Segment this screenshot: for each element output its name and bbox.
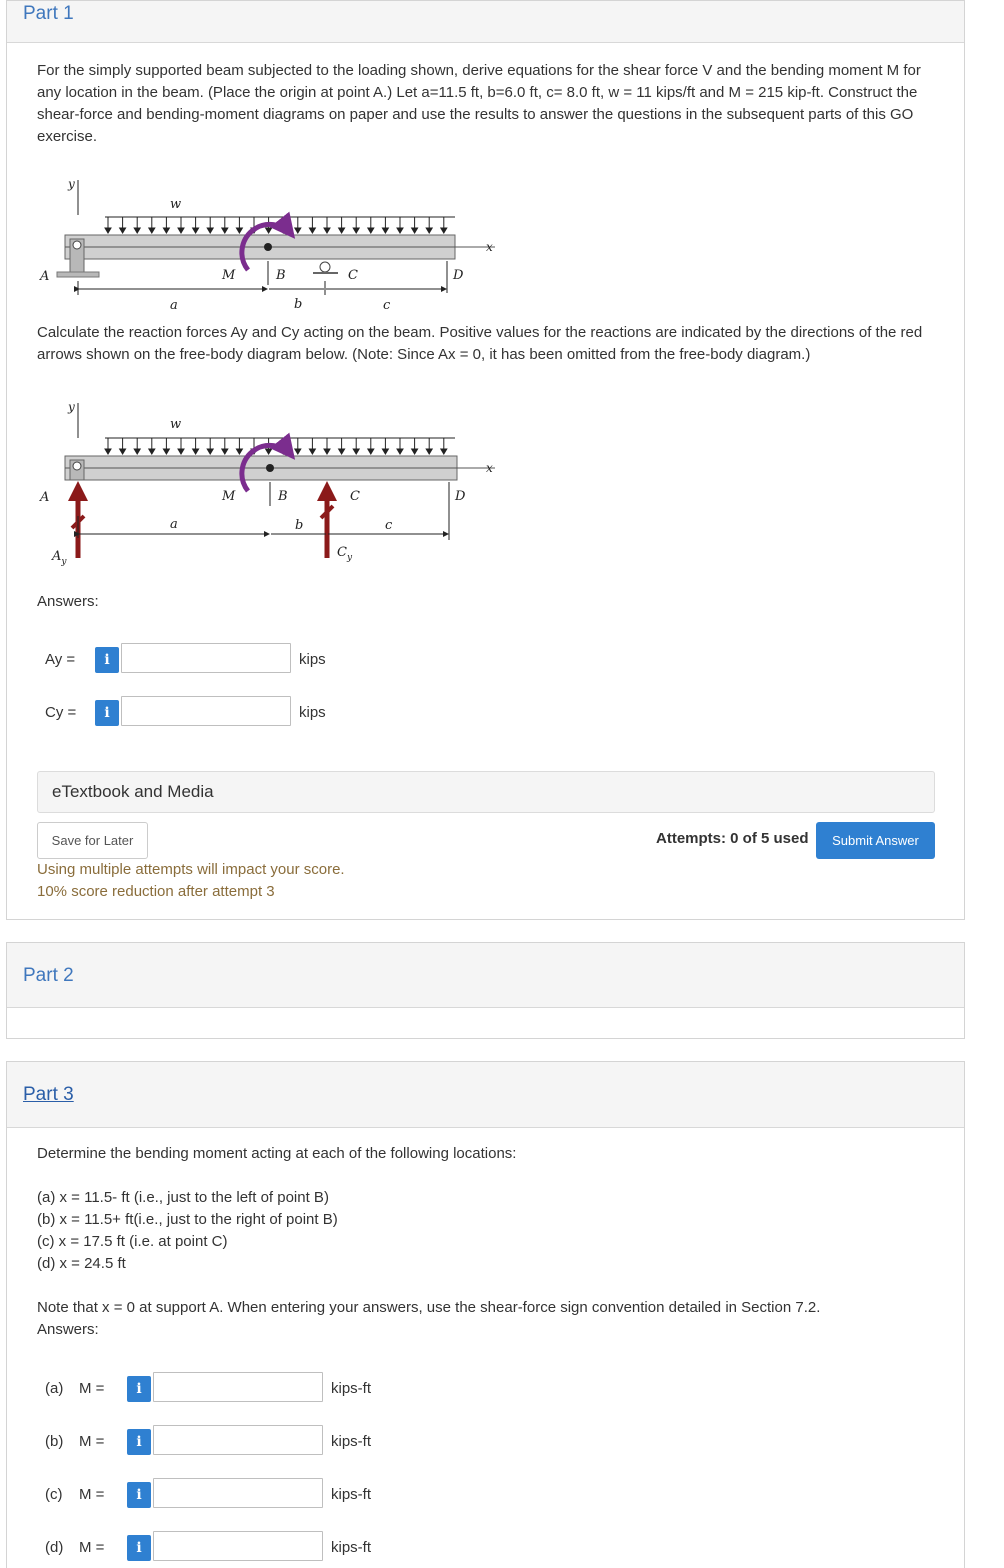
fig2-a-label: a [170,517,178,532]
load-arrow-head [134,228,140,233]
location-d: (d) x = 24.5 ft [37,1255,126,1272]
label-Cy: Cy = [45,704,77,721]
input-Ay[interactable] [121,643,291,673]
load-arrow-head [339,449,345,454]
info-icon[interactable]: i [127,1482,151,1508]
location-c: (c) x = 17.5 ft (i.e. at point C) [37,1233,228,1250]
load-arrow-head [134,449,140,454]
load-arrow-head [441,228,447,233]
part3-header[interactable] [7,1062,964,1128]
load-arrow-head [105,228,111,233]
unit-Cy: kips [299,704,326,721]
unit-Mc: kips-ft [331,1486,372,1503]
load-arrow-head [426,228,432,233]
load-arrow-head [353,449,359,454]
load-arrow-head [193,449,199,454]
fbd-figure [30,398,510,573]
fig2-y-label: y [68,400,75,414]
load-arrow-head [382,228,388,233]
load-arrow-head [368,228,374,233]
load-arrow-head [207,449,213,454]
load-arrow-head [266,228,272,233]
fig2-w-label: w [170,417,182,432]
input-row-Mc [0,1478,420,1512]
load-arrow-head [295,449,301,454]
input-Cy[interactable] [121,696,291,726]
load-arrow-head [368,449,374,454]
input-row-Mb [0,1425,420,1459]
part2-panel [6,942,965,1039]
fig2-pin [73,462,81,470]
fig1-b-label: b [294,297,303,312]
label-Mb: M = [79,1433,105,1450]
fig2-Ay-label [51,549,67,567]
label-Ay: Ay = [45,651,76,668]
load-arrow-head [222,228,228,233]
label-Ma: M = [79,1380,105,1397]
load-arrow-head [441,449,447,454]
load-arrow-head [397,449,403,454]
fig2-Cy-sub: y [346,553,353,563]
load-arrow-head [236,228,242,233]
fig1-A-label: A [40,269,50,284]
fig2-x-label: x [486,461,493,475]
answers-label-part1: Answers: [37,593,99,610]
info-icon[interactable]: i [127,1429,151,1455]
fig1-M-label: M [222,268,236,283]
load-arrow-head [397,228,403,233]
label-Mc: M = [79,1486,105,1503]
fig1-c-label: c [383,298,391,313]
save-for-later-button[interactable]: Save for Later [37,822,148,859]
info-icon[interactable]: i [127,1376,151,1402]
input-row-Md [0,1531,420,1565]
part3-note: Note that x = 0 at support A. When entering your answers, use the shear-force sign convention detailed in Section 7.2. [37,1299,821,1316]
fig2-point-B [266,464,274,472]
load-arrow-head [426,449,432,454]
info-icon[interactable]: i [95,700,119,726]
fig2-Ay-base: A [52,549,62,564]
score-reduction-note: 10% score reduction after attempt 3 [37,883,275,900]
load-arrow-head [207,228,213,233]
fig2-C-label: C [350,489,360,504]
fig1-C-label: C [348,268,358,283]
attempts-warning: Using multiple attempts will impact your score. [37,861,345,878]
unit-Md: kips-ft [331,1539,372,1556]
load-arrow-head [178,449,184,454]
fig1-pin [73,241,81,249]
load-arrow-head [149,228,155,233]
load-arrow-head [309,449,315,454]
fig2-M-label: M [222,489,236,504]
load-arrow-head [324,228,330,233]
prefix-b: (b) [45,1433,64,1450]
load-arrow-head [412,449,418,454]
part1-header[interactable] [7,1,964,43]
load-arrow-head [105,449,111,454]
location-b: (b) x = 11.5+ ft(i.e., just to the right of point B) [37,1211,338,1228]
fig2-Cy-label [337,545,353,563]
fig1-point-B [264,243,272,251]
load-arrow-head [163,449,169,454]
prefix-a: (a) [45,1380,64,1397]
load-arrow-head [382,449,388,454]
prefix-d: (d) [45,1539,64,1556]
problem-text: For the simply supported beam subjected to the loading shown, derive equations for the shear force V and the bending moment M for any location in the beam. (Place the origin at point A.) Let a=11.5 ft, b=6.0 ft, c= 8.0 ft, w = 11 kips/ft and M = 215 kip-ft. Construct the shear-force and bending-moment diagrams on paper and use the results to answer the questions in the subsequent parts of this GO exercise. [37,62,921,145]
input-row-Ma [0,1372,420,1406]
load-arrow-head [163,228,169,233]
fig1-D-label: D [453,268,464,283]
load-arrow-head [193,228,199,233]
fig1-roller [320,262,330,272]
fig1-y-label: y [68,177,75,191]
location-a: (a) x = 11.5- ft (i.e., just to the left of point B) [37,1189,329,1206]
fig1-a-label: a [170,298,178,313]
fig2-Ay-sub: y [61,557,67,567]
load-arrow-head [120,449,126,454]
fig1-ground-A [57,272,99,277]
unit-Mb: kips-ft [331,1433,372,1450]
load-arrow-head [266,449,272,454]
load-arrow-head [120,228,126,233]
fig2-c-label: c [385,518,393,533]
fig2-b-label: b [295,518,304,533]
load-arrow-head [236,449,242,454]
load-arrow-head [149,449,155,454]
fig1-x-label: x [486,240,493,254]
input-Mc[interactable] [153,1478,323,1508]
part3-title[interactable]: Part 3 [23,1084,74,1105]
input-Md[interactable] [153,1531,323,1561]
info-icon[interactable]: i [127,1535,151,1561]
load-arrow-head [324,449,330,454]
fig2-Cy-base: C [337,545,347,560]
submit-answer-button[interactable]: Submit Answer [816,822,935,859]
load-arrow-head [222,449,228,454]
load-arrow-head [339,228,345,233]
fig2-D-label: D [455,489,466,504]
attempts-counter: Attempts: 0 of 5 used [656,830,809,847]
load-arrow-head [295,228,301,233]
answers-label-part3: Answers: [37,1321,99,1338]
part3-intro: Determine the bending moment acting at each of the following locations: [37,1145,517,1162]
part2-title: Part 2 [23,965,74,986]
label-Md: M = [79,1539,105,1556]
part1-title: Part 1 [23,3,74,24]
fig1-B-label: B [276,268,286,283]
fig2-A-label: A [40,490,50,505]
input-Ma[interactable] [153,1372,323,1402]
input-row-Ay [0,643,400,677]
load-arrow-head [412,228,418,233]
load-arrow-head [309,228,315,233]
reaction-text: Calculate the reaction forces Ay and Cy acting on the beam. Positive values for the reactions are indicated by the directions of the red arrows shown on the free-body diagram below. (Note: Since Ax = 0, it has been omitted from the free-body diagram.) [37,324,923,363]
fig1-w-label: w [170,197,182,212]
load-arrow-head [178,228,184,233]
part2-header[interactable] [7,943,964,1008]
fig2-B-label: B [278,489,288,504]
info-icon[interactable]: i [95,647,119,673]
input-row-Cy [0,696,400,730]
beam-figure [30,175,510,315]
load-arrow-head [353,228,359,233]
unit-Ma: kips-ft [331,1380,372,1397]
input-Mb[interactable] [153,1425,323,1455]
etextbook-media-bar[interactable]: eTextbook and Media [37,771,935,813]
prefix-c: (c) [45,1486,63,1503]
unit-Ay: kips [299,651,326,668]
